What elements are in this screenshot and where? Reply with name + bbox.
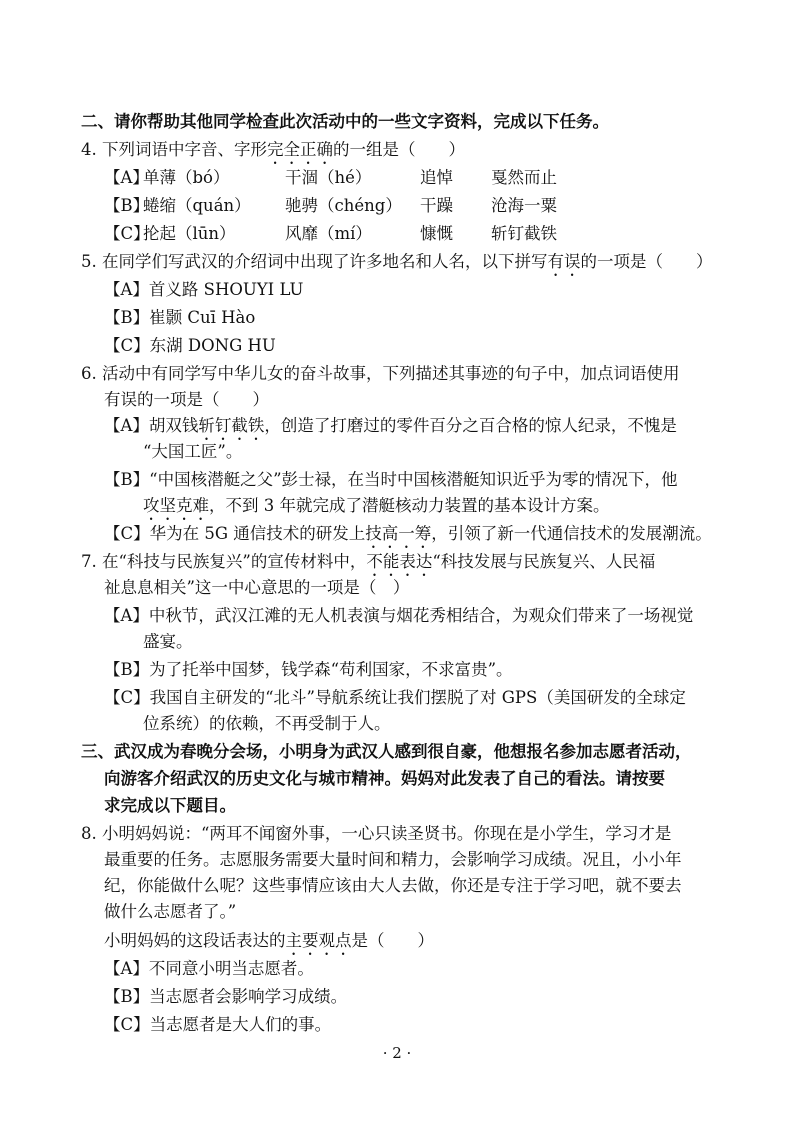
question-8-prompt (104, 930, 434, 959)
q6-option-b-line2 (143, 495, 610, 524)
q7-stem-a: 7. 在“科技与民族复兴”的宣传材料中， (81, 552, 367, 571)
q8-prompt-emphasis: 主要观点 (285, 931, 352, 950)
q6-a-pre: 胡双钱 (148, 416, 199, 435)
q6-option-c (104, 523, 712, 552)
q6-option-label: 【A】 (104, 416, 149, 435)
q5-stem-a: 5. 在同学们写武汉的介绍词中出现了许多地名和人名，以下拼写 (81, 252, 548, 271)
section-3-heading-line1: 三、武汉成为春晚分会场，小明身为武汉人感到很自豪，他想报名参加志愿者活动， (81, 742, 692, 761)
q6-option-label: 【B】 (104, 470, 150, 489)
question-4-stem (81, 139, 465, 168)
q4-option-label: 【B】 (104, 196, 150, 215)
q4-cell: 沧海一粟 (491, 196, 557, 215)
q8-option-text: 当志愿者是大人们的事。 (149, 1015, 332, 1034)
section-3-heading-line2: 向游客介绍武汉的历史文化与城市精神。妈妈对此发表了自己的看法。请按要 (104, 769, 665, 788)
q8-option-label: 【A】 (104, 959, 149, 978)
q7-a-line1: 中秋节，武汉江滩的无人机表演与烟花秀相结合，为观众们带来了一场视觉 (148, 606, 694, 625)
q5-stem-b: 的一项是（ ） (580, 252, 713, 271)
q7-option-label: 【C】 (104, 688, 150, 707)
q7-option-b (104, 659, 513, 681)
q6-a-post: ，创造了打磨过的零件百分之百合格的惊人纪录，不愧是 (264, 416, 677, 435)
q6-a-emphasis: 斩钉截铁 (198, 416, 265, 435)
q5-option-text: 首义路 SHOUYI LU (148, 280, 304, 299)
question-8-quote-line1: 8. 小明妈妈说：“两耳不闻窗外事，一心只读圣贤书。你现在是小学生，学习才是 (81, 824, 672, 843)
q7-option-label: 【A】 (104, 606, 149, 625)
q4-cell: 干涸（hé） (285, 168, 372, 187)
q6-option-b (104, 469, 678, 491)
q7-option-a-line2: 盛宴。 (143, 632, 193, 651)
q4-cell: 慷慨 (420, 224, 453, 243)
q5-option-label: 【C】 (104, 336, 150, 355)
question-8-quote-line2: 最重要的任务。志愿服务需要大量时间和精力，会影响学习成绩。况且，小小年 (104, 850, 682, 869)
q6-option-a-line2: “大国工匠”。 (143, 442, 243, 461)
q5-option-label: 【B】 (104, 308, 150, 327)
q8-prompt-pre: 小明妈妈的这段话表达的 (104, 931, 286, 950)
q4-cell: 抡起（lūn） (143, 224, 236, 243)
q6-c-pre: 华为在 5G 通信技术的研发上 (149, 524, 366, 543)
q8-option-label: 【B】 (104, 987, 150, 1006)
q8-option-a (104, 958, 314, 980)
q4-stem-a: 4. 下列词语中字音、字形 (81, 140, 267, 159)
page-number: · 2 · (382, 1044, 412, 1062)
q6-b-emphasis: 攻坚克难 (143, 496, 209, 515)
q7-option-label: 【B】 (104, 660, 150, 679)
q7-stem-b: “科技发展与民族复兴、人民福 (432, 552, 656, 571)
question-6-stem-line1: 6. 活动中有同学写中华儿女的奋斗故事，下列描述其事迹的句子中，加点词语使用 (81, 364, 680, 383)
q6-c-post: ，引领了新一代通信技术的发展潮流。 (431, 524, 712, 543)
q6-option-label: 【C】 (104, 524, 150, 543)
question-7-stem-line1 (81, 551, 655, 580)
q4-option-label: 【C】 (104, 224, 150, 243)
q8-option-b (104, 986, 347, 1008)
question-7-stem-line2: 祉息息相关”这一中心意思的一项是（ ） (104, 578, 410, 597)
q5-option-a (104, 279, 303, 301)
q4-cell: 驰骋（chéng） (285, 196, 402, 215)
q4-cell: 风靡（mí） (285, 224, 372, 243)
q8-option-label: 【C】 (104, 1015, 150, 1034)
section-2-heading: 二、请你帮助其他同学检查此次活动中的一些文字资料，完成以下任务。 (81, 112, 609, 131)
q7-option-a (104, 605, 693, 627)
q6-b-line1: “中国核潜艇之父”彭士禄，在当时中国核潜艇知识近乎为零的情况下，他 (149, 470, 678, 489)
q5-option-c (104, 335, 276, 357)
question-8-quote-line4: 做什么志愿者了。” (104, 902, 237, 921)
q7-c-line1: 我国自主研发的“北斗”导航系统让我们摆脱了对 GPS（美国研发的全球定 (149, 688, 686, 707)
q7-option-c-line2: 位系统）的依赖，不再受制于人。 (143, 714, 391, 733)
q6-option-a (104, 415, 677, 444)
question-5-stem (81, 251, 713, 280)
q5-option-text: 崔颢 Cuī Hào (149, 308, 256, 327)
q4-cell: 戛然而止 (491, 168, 557, 187)
q4-cell: 斩钉截铁 (491, 224, 557, 243)
q8-prompt-post: 是（ ） (351, 931, 434, 950)
q6-b-post: ，不到 3 年就完成了潜艇核动力装置的基本设计方案。 (209, 496, 610, 515)
q4-stem-b: 的一组是（ ） (333, 140, 465, 159)
q8-option-text: 不同意小明当志愿者。 (148, 959, 314, 978)
section-3-heading-line3: 求完成以下题目。 (104, 796, 236, 815)
q8-option-c (104, 1014, 331, 1036)
question-6-stem-line2: 有误的一项是（ ） (104, 390, 269, 409)
question-8-quote-line3: 纪，你能做什么呢？这些事情应该由大人去做，你还是专注于学习吧，就不要去 (104, 876, 682, 895)
q6-c-emphasis: 技高一筹 (365, 524, 432, 543)
q5-option-label: 【A】 (104, 280, 149, 299)
q5-option-b (104, 307, 255, 329)
q4-cell: 单薄（bó） (143, 168, 230, 187)
q7-option-c (104, 687, 686, 709)
q7-b-line1: 为了托举中国梦，钱学森“苟利国家，不求富贵”。 (149, 660, 513, 679)
q5-option-text: 东湖 DONG HU (149, 336, 276, 355)
q4-cell: 追悼 (420, 168, 453, 187)
q4-stem-emphasis: 完全正确 (267, 140, 333, 159)
q4-cell: 蜷缩（quán） (143, 196, 251, 215)
q4-cell: 干躁 (420, 196, 453, 215)
q5-stem-emphasis: 有误 (547, 252, 581, 271)
q8-option-text: 当志愿者会影响学习成绩。 (149, 987, 348, 1006)
q4-option-label: 【A】 (104, 168, 149, 187)
q7-stem-emphasis: 不能表达 (366, 552, 433, 571)
